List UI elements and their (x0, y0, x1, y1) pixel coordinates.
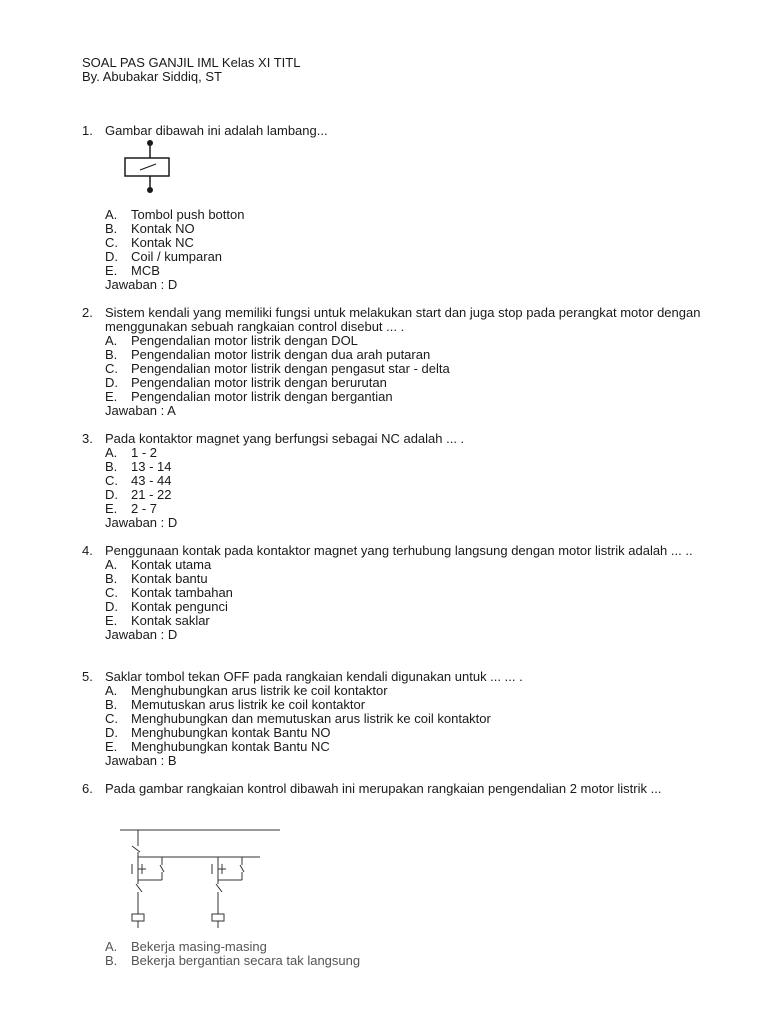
option-letter: B. (105, 347, 118, 362)
interlock-contact-1 (136, 884, 142, 892)
question-2 (82, 306, 735, 418)
question-number: 4. (82, 543, 93, 558)
option-letter: E. (105, 263, 118, 278)
option-text: Kontak NO (131, 221, 195, 236)
option-text: Menghubungkan arus listrik ke coil kontaktor (131, 683, 388, 698)
option-letter: C. (105, 235, 118, 250)
option-a[interactable] (105, 208, 244, 222)
option-letter: D. (105, 487, 118, 502)
question-number: 5. (82, 669, 93, 684)
question-6-options (82, 940, 360, 968)
option-letter: A. (105, 683, 118, 698)
option-e[interactable] (105, 390, 735, 404)
option-text: Pengendalian motor listrik dengan dua arah putaran (131, 347, 431, 362)
coil-slash (140, 164, 156, 170)
option-c[interactable] (105, 712, 735, 726)
option-text: Coil / kumparan (131, 249, 223, 264)
answer-key: Jawaban : D (105, 277, 178, 292)
question-number: 3. (82, 431, 93, 446)
option-text: 1 - 2 (131, 445, 158, 460)
stop-switch (132, 846, 140, 852)
option-letter: D. (105, 375, 118, 390)
option-letter: B. (105, 953, 118, 968)
option-text: Bekerja masing-masing (131, 939, 267, 954)
option-text: Kontak saklar (131, 613, 210, 628)
question-4 (82, 544, 735, 642)
interlock-contact-2 (216, 884, 222, 892)
option-text: Tombol push botton (131, 207, 245, 222)
coil-2 (212, 914, 224, 921)
option-letter: D. (105, 249, 118, 264)
option-d[interactable] (105, 726, 735, 740)
option-b[interactable] (105, 222, 244, 236)
option-text: Menghubungkan kontak Bantu NO (131, 725, 331, 740)
option-text: 21 - 22 (131, 487, 172, 502)
question-text: Pada gambar rangkaian kontrol dibawah ini merupakan rangkaian pengendalian 2 motor listrik ... (105, 781, 662, 796)
option-letter: D. (105, 599, 118, 614)
answer-key: Jawaban : D (105, 627, 178, 642)
option-text: Kontak NC (131, 235, 194, 250)
option-letter: D. (105, 725, 118, 740)
question-3 (82, 432, 735, 530)
option-letter: A. (105, 939, 118, 954)
option-text: Pengendalian motor listrik dengan pengasut star - delta (131, 361, 450, 376)
question-text: Saklar tombol tekan OFF pada rangkaian kendali digunakan untuk ... ... . (105, 669, 523, 684)
option-text: 43 - 44 (131, 473, 172, 488)
option-text: Kontak bantu (131, 571, 208, 586)
option-c[interactable] (105, 586, 735, 600)
option-text: Pengendalian motor listrik dengan bergantian (131, 389, 393, 404)
question-text: Gambar dibawah ini adalah lambang... (105, 123, 328, 138)
question-text: Pada kontaktor magnet yang berfungsi sebagai NC adalah ... . (105, 431, 465, 446)
answer-key: Jawaban : A (105, 403, 176, 418)
option-letter: A. (105, 333, 118, 348)
option-a[interactable] (105, 446, 735, 460)
option-a[interactable] (105, 558, 735, 572)
option-letter: E. (105, 613, 118, 628)
terminal-bottom (147, 187, 153, 193)
option-letter: C. (105, 711, 118, 726)
option-c[interactable] (105, 362, 735, 376)
option-a[interactable] (105, 334, 735, 348)
option-e[interactable] (105, 614, 735, 628)
option-text: Kontak pengunci (131, 599, 228, 614)
option-text: Memutuskan arus listrik ke coil kontaktor (131, 697, 366, 712)
option-a[interactable] (105, 684, 735, 698)
option-letter: E. (105, 389, 118, 404)
option-letter: C. (105, 585, 118, 600)
question-1-options (82, 208, 244, 292)
option-b[interactable] (105, 572, 735, 586)
option-letter: B. (105, 221, 118, 236)
option-letter: A. (105, 207, 118, 222)
answer-key: Jawaban : B (105, 753, 177, 768)
option-text: Menghubungkan kontak Bantu NC (131, 739, 330, 754)
option-c[interactable] (105, 236, 244, 250)
option-text: Kontak utama (131, 557, 212, 572)
option-letter: E. (105, 739, 118, 754)
option-text: 2 - 7 (131, 501, 158, 516)
option-letter: C. (105, 473, 118, 488)
question-number: 2. (82, 305, 93, 320)
coil-symbol-figure (118, 138, 174, 196)
option-b[interactable] (105, 460, 735, 474)
option-d[interactable] (105, 376, 735, 390)
option-text: Kontak tambahan (131, 585, 233, 600)
option-text: Pengendalian motor listrik dengan berurutan (131, 375, 387, 390)
answer-key: Jawaban : D (105, 515, 178, 530)
option-letter: A. (105, 445, 118, 460)
option-e[interactable] (105, 264, 244, 278)
option-d[interactable] (105, 488, 735, 502)
option-b[interactable] (105, 698, 735, 712)
option-d[interactable] (105, 600, 735, 614)
document-header (82, 56, 300, 84)
option-c[interactable] (105, 474, 735, 488)
question-text: Sistem kendali yang memiliki fungsi untuk melakukan start dan juga stop pada perangkat motor dengan menggunakan sebuah rangkaian control disebut ... . (105, 305, 701, 334)
option-letter: B. (105, 571, 118, 586)
option-e[interactable] (105, 740, 735, 754)
option-letter: B. (105, 697, 118, 712)
question-number: 6. (82, 781, 93, 796)
option-text: Pengendalian motor listrik dengan DOL (131, 333, 358, 348)
question-5 (82, 670, 735, 768)
option-letter: B. (105, 459, 118, 474)
option-e[interactable] (105, 502, 735, 516)
option-letter: C. (105, 361, 118, 376)
question-text: Penggunaan kontak pada kontaktor magnet yang terhubung langsung dengan motor listrik adalah ... .. (105, 543, 693, 558)
document-title: SOAL PAS GANJIL IML Kelas XI TITL (82, 55, 301, 70)
option-text: 13 - 14 (131, 459, 172, 474)
option-letter: E. (105, 501, 118, 516)
option-b[interactable] (105, 348, 735, 362)
coil-1 (132, 914, 144, 921)
question-number: 1. (82, 123, 93, 138)
question-1 (82, 124, 735, 138)
option-text: Menghubungkan dan memutuskan arus listrik ke coil kontaktor (131, 711, 491, 726)
option-b[interactable] (105, 954, 360, 968)
control-circuit-diagram (118, 822, 284, 932)
option-d[interactable] (105, 250, 244, 264)
question-6 (82, 782, 735, 796)
option-a[interactable] (105, 940, 360, 954)
document-author: By. Abubakar Siddiq, ST (82, 69, 222, 84)
option-text: Bekerja bergantian secara tak langsung (131, 953, 361, 968)
option-text: MCB (131, 263, 160, 278)
option-letter: A. (105, 557, 118, 572)
